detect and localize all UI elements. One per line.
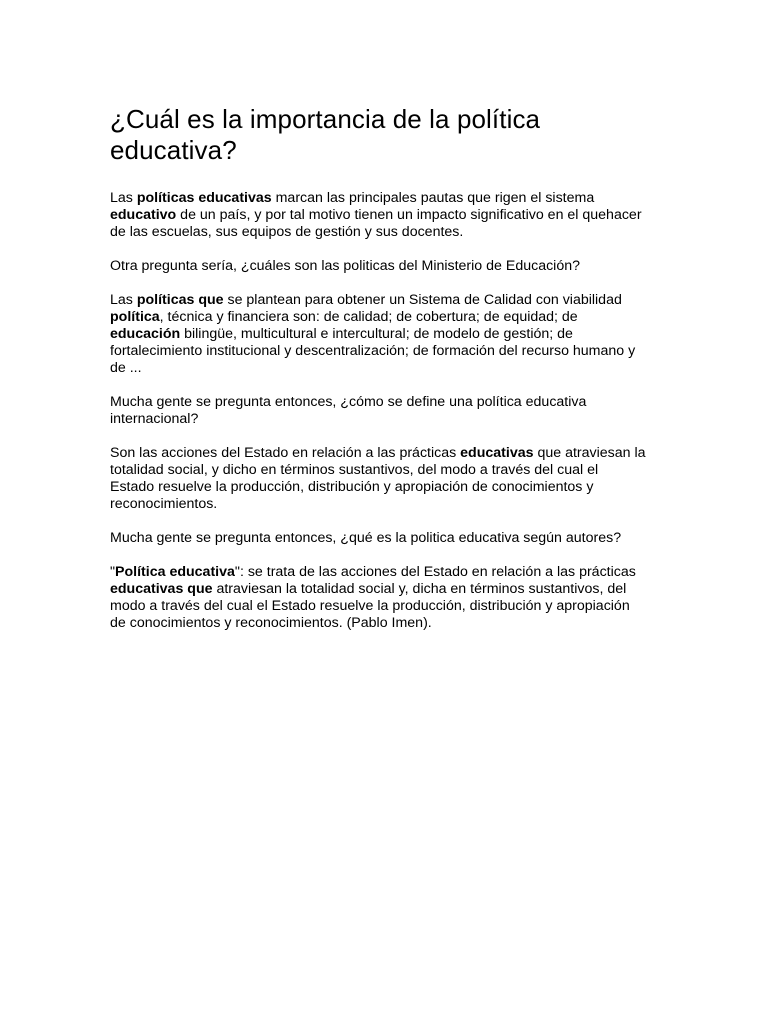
- text-segment: Otra pregunta sería, ¿cuáles son las politicas del Ministerio de Educación?: [110, 258, 581, 274]
- text-segment: de un país, y por tal motivo tienen un impacto significativo en el quehacer de las escuelas, sus equipos de gestión y sus docentes.: [110, 207, 642, 240]
- text-segment: Son las acciones del Estado en relación a las prácticas: [110, 445, 461, 461]
- bold-text: educativo: [110, 207, 177, 223]
- bold-text: educativas: [460, 445, 534, 461]
- bold-text: educación: [110, 326, 181, 342]
- paragraph: [110, 530, 646, 547]
- text-segment: Mucha gente se pregunta entonces, ¿qué es la politica educativa según autores?: [110, 530, 622, 546]
- bold-text: educativas que: [110, 581, 213, 597]
- paragraph: [110, 292, 646, 377]
- text-segment: atraviesan la totalidad social y, dicha en términos sustantivos, del modo a través del cual el Estado resuelve la producción, distribución y apropiación de conocimientos y reconocimientos. (Pablo Imen).: [110, 581, 630, 631]
- text-segment: ": se trata de las acciones del Estado en relación a las prácticas: [234, 564, 636, 580]
- bold-text: políticas educativas: [136, 190, 272, 206]
- bold-text: Política educativa: [115, 564, 235, 580]
- paragraph: [110, 564, 646, 632]
- text-segment: Las: [110, 190, 137, 206]
- document-title: ¿Cuál es la importancia de la política educativa?: [110, 104, 541, 165]
- paragraph: [110, 445, 646, 513]
- text-segment: Mucha gente se pregunta entonces, ¿cómo se define una política educativa internacional?: [110, 394, 587, 427]
- text-segment: que atraviesan la totalidad social, y dicho en términos sustantivos, del modo a través del cual el Estado resuelve la producción, distribución y apropiación de conocimientos y reconocimientos.: [110, 445, 646, 512]
- text-segment: Las: [110, 292, 137, 308]
- paragraph: [110, 190, 646, 241]
- bold-text: política: [110, 309, 160, 325]
- text-segment: , técnica y financiera son: de calidad; de cobertura; de equidad; de: [159, 309, 578, 325]
- document-page: [110, 104, 646, 649]
- document-body: [110, 190, 646, 632]
- bold-text: políticas que: [136, 292, 224, 308]
- text-segment: se plantean para obtener un Sistema de Calidad con viabilidad: [223, 292, 622, 308]
- paragraph: [110, 258, 646, 275]
- text-segment: marcan las principales pautas que rigen el sistema: [271, 190, 595, 206]
- text-segment: bilingüe, multicultural e intercultural; de modelo de gestión; de fortalecimiento institucional y descentralización; de formación del recurso humano y de ...: [110, 326, 636, 376]
- text-segment: ": [110, 564, 116, 580]
- paragraph: [110, 394, 646, 428]
